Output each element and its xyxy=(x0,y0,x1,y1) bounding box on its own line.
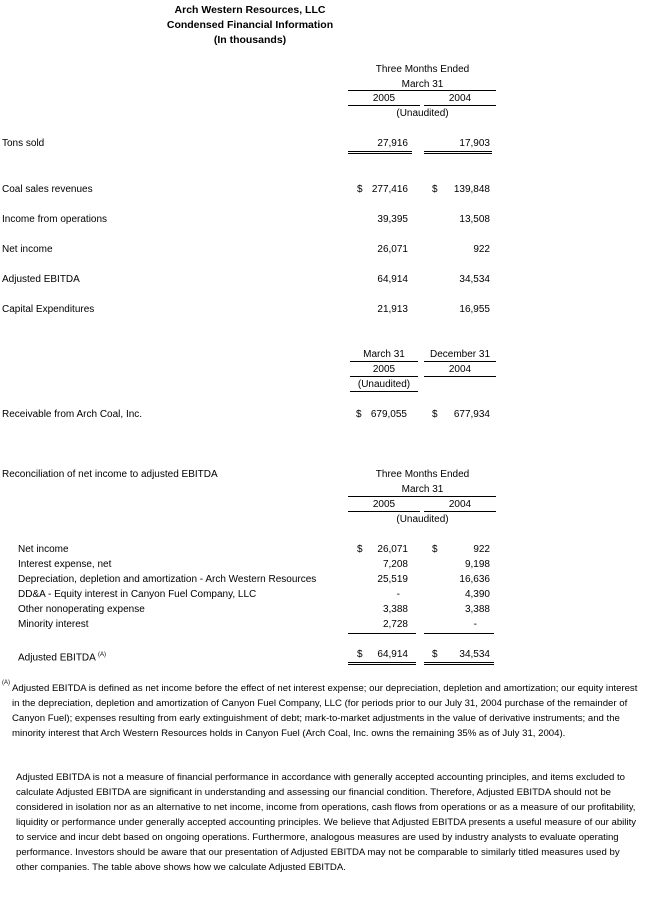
s2-col-a-underline-2 xyxy=(350,376,418,377)
s2-unaudited: (Unaudited) xyxy=(357,379,411,390)
row-label: Tons sold xyxy=(2,138,45,149)
row-label: Other nonoperating expense xyxy=(18,604,145,615)
s1-year-b: 2004 xyxy=(448,93,472,104)
value-2004: 13,508 xyxy=(459,214,490,225)
value-2004: 16,955 xyxy=(459,304,490,315)
value-2005: - xyxy=(396,589,400,600)
s1-year-a: 2005 xyxy=(372,93,396,104)
row-label: DD&A - Equity interest in Canyon Fuel Company, LLC xyxy=(18,589,257,600)
value-2005: 64,914 xyxy=(377,274,408,285)
value-2004: 34,534 xyxy=(459,274,490,285)
value-2005: 25,519 xyxy=(377,574,408,585)
value-2004: 16,636 xyxy=(459,574,490,585)
s2-col-a-line2: 2005 xyxy=(372,364,396,375)
row-label: Receivable from Arch Coal, Inc. xyxy=(2,409,143,420)
footnote-ref: (A) xyxy=(98,652,107,658)
value-2005: 26,071 xyxy=(377,544,408,555)
value-2005: 27,916 xyxy=(377,138,408,149)
subtotal-underline xyxy=(348,633,416,634)
value-2005: 7,208 xyxy=(382,559,408,570)
value-2005: 277,416 xyxy=(371,184,408,195)
report-units: (In thousands) xyxy=(213,34,287,46)
row-label: Capital Expenditures xyxy=(2,304,95,315)
value-2004: 17,903 xyxy=(459,138,490,149)
value-2004: 34,534 xyxy=(459,649,490,660)
s2-col-a-underline-3 xyxy=(350,391,418,392)
s3-period-underline xyxy=(348,496,496,497)
ebitda-disclaimer: Adjusted EBITDA is not a measure of financial performance in accordance with generally accepted accounting principles, and items excluded to calculate Adjusted EBITDA are significant in understanding and assessing our financial condition. Therefore, Adjusted EBITDA should not be considered in isolation nor as an alternative to net income, income from operations, cash flows from operations or as a measure of our profitability, liquidity or performance under generally accepted accounting principles. We believe that Adjusted EBITDA presents a useful measure of our ability to service and incur debt based on ongoing operations. Furthermore, analogous measures are used by industry analysts to evaluate operating performance. Investors should be aware that our presentation of Adjusted EBITDA may not be comparable to similarly titled measures used by other companies. The table above shows how we calculate Adjusted EBITDA. xyxy=(16,772,637,873)
currency-symbol: $ xyxy=(357,544,363,555)
value-2004: 922 xyxy=(473,244,490,255)
report-subtitle: Condensed Financial Information xyxy=(166,19,334,31)
value-2005: 21,913 xyxy=(377,304,408,315)
currency-symbol: $ xyxy=(432,544,438,555)
value-2005: 2,728 xyxy=(382,619,408,630)
currency-symbol: $ xyxy=(357,184,363,195)
s1-year-a-underline xyxy=(348,105,420,106)
s3-year-b: 2004 xyxy=(448,499,472,510)
value-2004: 4,390 xyxy=(464,589,490,600)
value-december-2004: 677,934 xyxy=(453,409,490,420)
value-2004: 3,388 xyxy=(464,604,490,615)
currency-symbol: $ xyxy=(432,184,438,195)
s3-period-line1: Three Months Ended xyxy=(375,469,470,480)
currency-symbol: $ xyxy=(432,409,438,420)
double-underline xyxy=(424,151,492,154)
row-label: Net income xyxy=(2,244,53,255)
report-title: Arch Western Resources, LLC xyxy=(174,4,326,16)
currency-symbol: $ xyxy=(357,649,363,660)
s1-period-underline xyxy=(348,90,496,91)
value-2005: 26,071 xyxy=(377,244,408,255)
s1-unaudited: (Unaudited) xyxy=(396,108,449,119)
row-label: Adjusted EBITDA xyxy=(2,274,80,285)
s3-year-a-underline xyxy=(348,511,420,512)
row-label: Depreciation, depletion and amortization - Arch Western Resources xyxy=(18,574,317,585)
s1-period-line2: March 31 xyxy=(401,79,444,90)
s1-period-line1: Three Months Ended xyxy=(375,64,470,75)
s3-period-line2: March 31 xyxy=(401,484,444,495)
row-label: Interest expense, net xyxy=(18,559,112,570)
s3-unaudited: (Unaudited) xyxy=(396,514,449,525)
total-label xyxy=(18,649,106,664)
value-2005: 39,395 xyxy=(377,214,408,225)
double-underline xyxy=(424,662,494,665)
s2-col-b-underline-1 xyxy=(424,361,496,362)
s2-col-b-line1: December 31 xyxy=(429,349,491,360)
s3-year-a: 2005 xyxy=(372,499,396,510)
subtotal-underline xyxy=(424,633,494,634)
s3-year-b-underline xyxy=(424,511,496,512)
reconciliation-heading: Reconciliation of net income to adjusted EBITDA xyxy=(2,469,218,480)
s2-col-b-line2: 2004 xyxy=(448,364,472,375)
value-2005: 64,914 xyxy=(377,649,408,660)
currency-symbol: $ xyxy=(356,409,362,420)
value-march-2005: 679,055 xyxy=(370,409,407,420)
value-2004: 922 xyxy=(473,544,490,555)
double-underline xyxy=(348,151,412,154)
row-label: Net income xyxy=(18,544,69,555)
s2-col-b-underline-2 xyxy=(424,376,496,377)
s2-col-a-underline-1 xyxy=(350,361,418,362)
double-underline xyxy=(348,662,416,665)
value-2004: 139,848 xyxy=(453,184,490,195)
footnote-mark: (A) xyxy=(2,680,10,686)
value-2005: 3,388 xyxy=(382,604,408,615)
total-label-text: Adjusted EBITDA xyxy=(18,652,96,664)
row-label: Income from operations xyxy=(2,214,108,225)
s2-col-a-line1: March 31 xyxy=(363,349,405,360)
row-label: Coal sales revenues xyxy=(2,184,93,195)
s1-year-b-underline xyxy=(424,105,496,106)
value-2004: - xyxy=(473,619,477,630)
currency-symbol: $ xyxy=(432,649,438,660)
row-label: Minority interest xyxy=(18,619,89,630)
value-2004: 9,198 xyxy=(464,559,490,570)
footnote-text: Adjusted EBITDA is defined as net income before the effect of net interest expense; our depreciation, depletion and amortization; our equity interest in the depreciation, depletion and amortization of Canyon Fuel Company, LLC (for periods prior to our July 31, 2004 purchase of the remainder of Canyon Fuel); expenses resulting from early extinguishment of debt; mark-to-market adjustments in the value of derivative instruments; and the minority interest that Arch Western Resources holds in Canyon Fuel (Arch Coal, Inc. owns the remaining 35% as of July 31, 2004). xyxy=(12,683,638,739)
